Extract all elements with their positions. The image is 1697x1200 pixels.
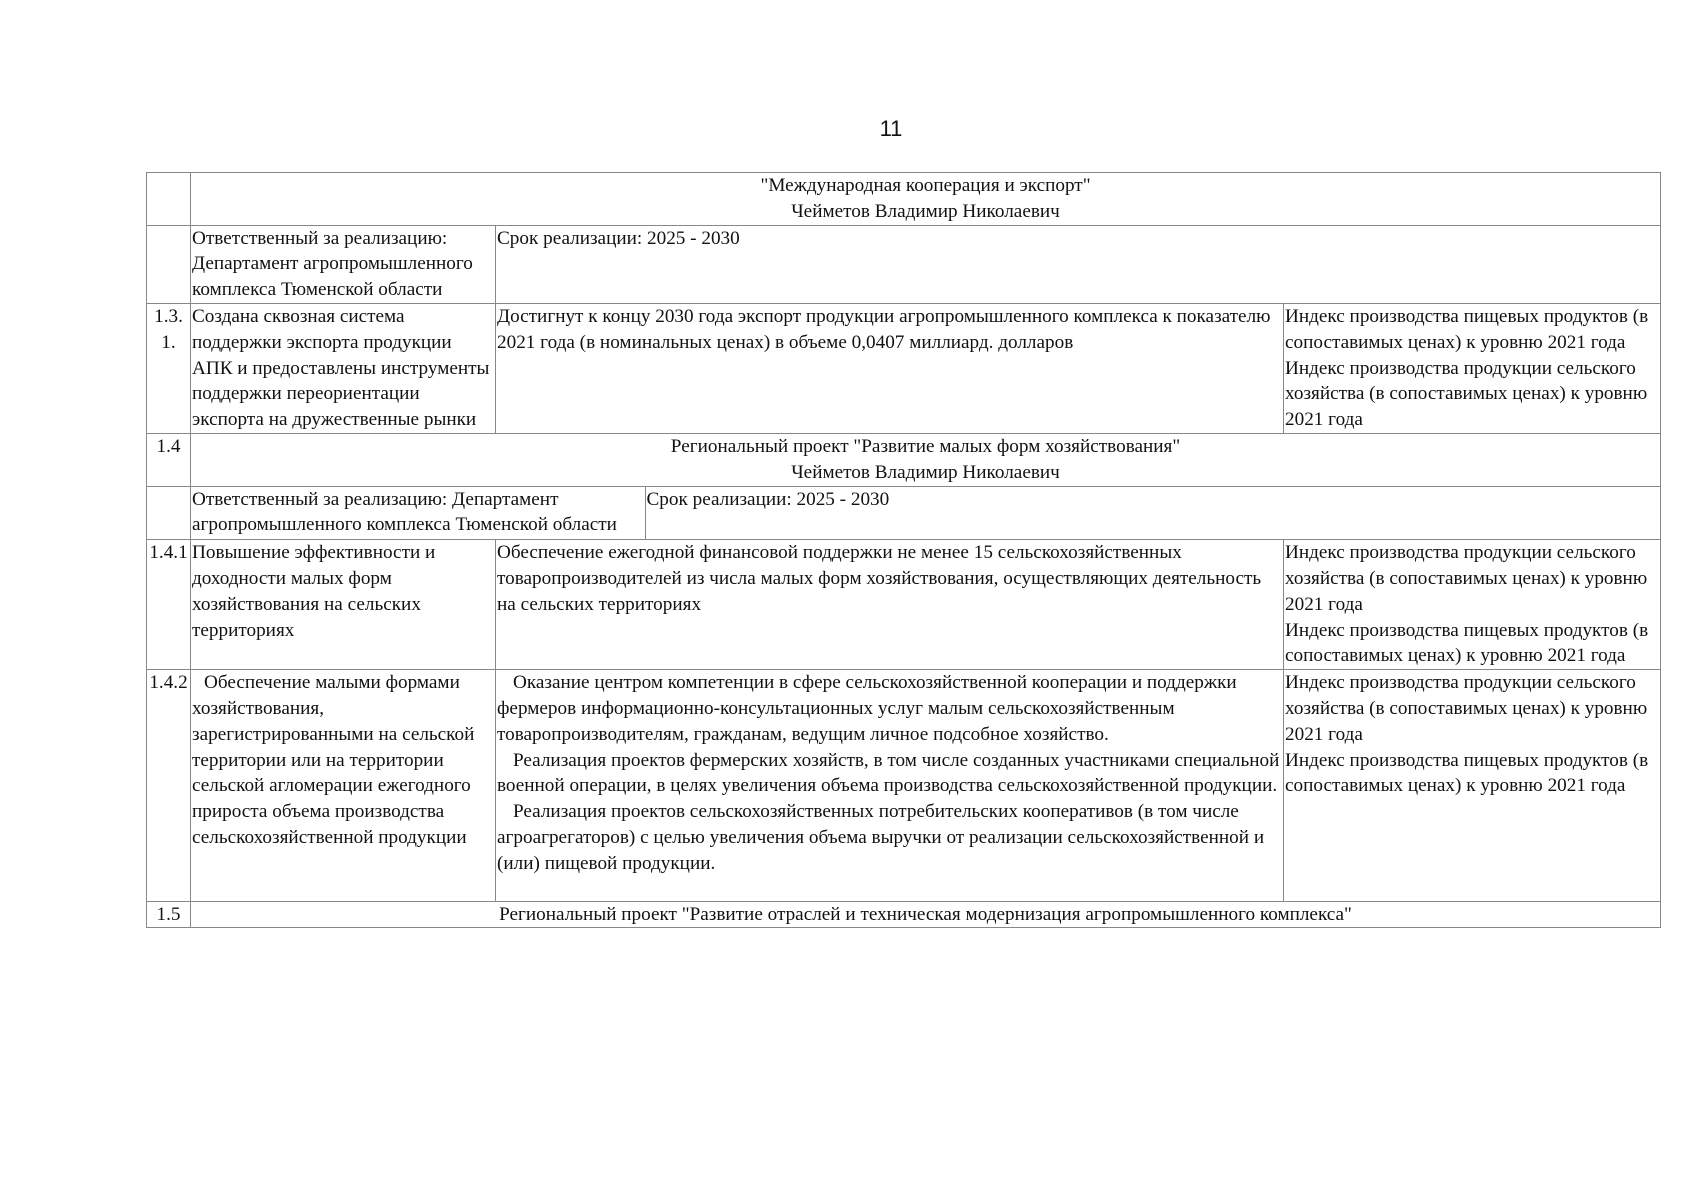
section-person: Чейметов Владимир Николаевич xyxy=(791,200,1060,222)
indicator-item: Индекс производства продукции сельского хозяйства (в сопоставимых ценах) к уровню 2021 года xyxy=(1285,672,1648,745)
table-row-1-4-1 xyxy=(147,540,1661,670)
section-header-intl xyxy=(147,173,1661,226)
task-cell: Повышение эффективности и доходности малых форм хозяйствования на сельских территориях xyxy=(191,540,496,670)
task-cell: Создана сквозная система поддержки экспорта продукции АПК и предоставлены инструменты поддержки переориентации экспорта на дружественные рынки xyxy=(191,303,496,433)
effect-paragraph: Реализация проектов сельскохозяйственных потребительских кооперативов (в том числе агроагрегаторов) с целью увеличения объема выручки от реализации сельскохозяйственной и (или) пищевой продукции. xyxy=(497,801,1265,874)
responsible-cell: Ответственный за реализацию: Департамент агропромышленного комплекса Тюменской области xyxy=(191,225,496,303)
responsible-row-1-4 xyxy=(147,486,1661,540)
indicators-cell xyxy=(1284,670,1661,901)
page-number: 11 xyxy=(879,116,903,141)
indicator-item: Индекс производства продукции сельского хозяйства (в сопоставимых ценах) к уровню 2021 года xyxy=(1285,357,1648,431)
term-cell: Срок реализации: 2025 - 2030 xyxy=(646,488,890,510)
section-number: 1.4 xyxy=(147,433,191,486)
effect-cell xyxy=(496,670,1284,901)
measures-table xyxy=(146,172,1661,928)
effect-cell: Обеспечение ежегодной финансовой поддержки не менее 15 сельскохозяйственных товаропроизводителей из числа малых форм хозяйствования, осуществляющих деятельность на сельских территориях xyxy=(496,540,1284,670)
indicator-item: Индекс производства пищевых продуктов (в сопоставимых ценах) к уровню 2021 года xyxy=(1285,619,1649,667)
section-person: Чейметов Владимир Николаевич xyxy=(791,461,1060,483)
indicator-item: Индекс производства продукции сельского хозяйства (в сопоставимых ценах) к уровню 2021 года xyxy=(1285,542,1648,615)
number-cell-empty xyxy=(147,225,191,303)
section-title: "Международная кооперация и экспорт" xyxy=(760,175,1091,196)
section-header-1-4 xyxy=(147,433,1661,486)
row-number: 1.4.2 xyxy=(147,670,191,901)
table-row-1-3-1 xyxy=(147,303,1661,433)
indicator-item: Индекс производства пищевых продуктов (в сопоставимых ценах) к уровню 2021 года xyxy=(1285,305,1649,353)
term-cell: Срок реализации: 2025 - 2030 xyxy=(496,225,1661,303)
section-title: Региональный проект "Развитие малых форм хозяйствования" xyxy=(670,435,1181,457)
number-cell-empty xyxy=(147,486,191,540)
effect-paragraph: Реализация проектов фермерских хозяйств, в том числе созданных участниками специальной военной операции, в целях увеличения объема производства сельскохозяйственной продукции. xyxy=(497,749,1280,797)
effect-cell: Достигнут к концу 2030 года экспорт продукции агропромышленного комплекса к показателю 2021 года (в номинальных ценах) в объеме 0,0407 миллиард. долларов xyxy=(496,303,1284,433)
effect-paragraph: Оказание центром компетенции в сфере сельскохозяйственной кооперации и поддержки фермеров информационно-консультационных услуг малым сельскохозяйственным товаропроизводителям, гражданам, ведущим личное подсобное хозяйство. xyxy=(497,672,1237,745)
responsible-term-split xyxy=(191,487,1660,540)
task-cell: Обеспечение малыми формами хозяйствования, зарегистрированными на сельской территории или на территории сельской агломерации ежегодного прироста объема производства сельскохозяйственной продукции xyxy=(191,670,496,901)
indicators-cell xyxy=(1284,303,1661,433)
row-number: 1.3.1. xyxy=(147,303,191,433)
responsible-row-intl xyxy=(147,225,1661,303)
indicators-cell xyxy=(1284,540,1661,670)
section-number: 1.5 xyxy=(147,901,191,928)
responsible-cell: Ответственный за реализацию: Департамент агропромышленного комплекса Тюменской области xyxy=(191,487,645,540)
section-header-1-5 xyxy=(147,901,1661,928)
table-row-1-4-2 xyxy=(147,670,1661,901)
indicator-item: Индекс производства пищевых продуктов (в сопоставимых ценах) к уровню 2021 года xyxy=(1285,749,1649,797)
section-title: Региональный проект "Развитие отраслей и техническая модернизация агропромышленного комплекса" xyxy=(191,901,1661,928)
number-cell-empty xyxy=(147,173,191,226)
row-number: 1.4.1 xyxy=(147,540,191,670)
